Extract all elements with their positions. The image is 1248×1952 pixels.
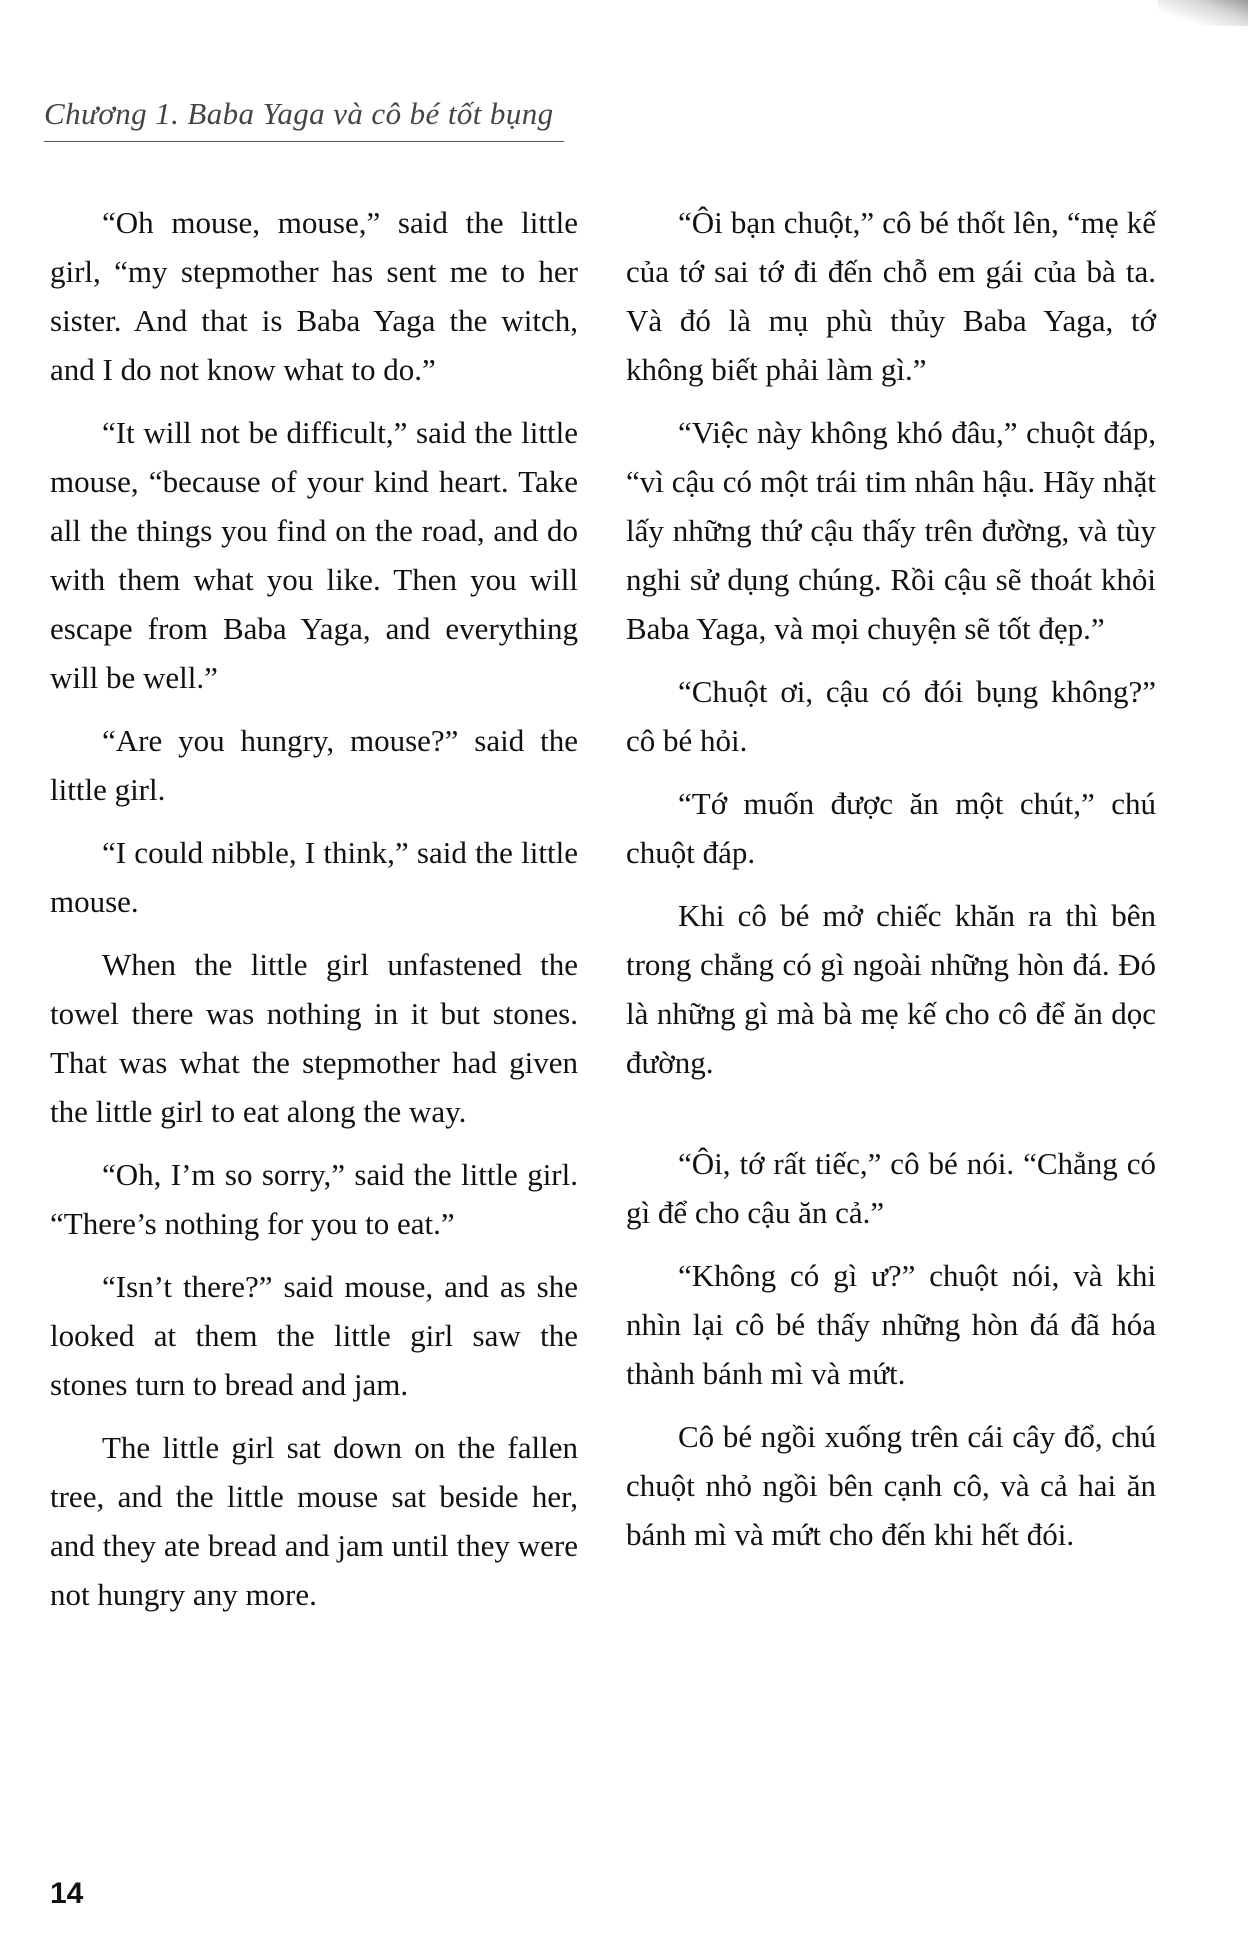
vietnamese-paragraph-3: “Chuột ơi, cậu có đói bụng không?” cô bé hỏi. <box>626 674 1156 758</box>
running-head: Chương 1. Baba Yaga và cô bé tốt bụng <box>44 96 554 131</box>
english-paragraph-7: “Isn’t there?” said mouse, and as she looked at them the little girl saw the stones turn to bread and jam. <box>50 1269 578 1402</box>
page-number: 14 <box>50 1877 84 1910</box>
vietnamese-paragraph-1: “Ôi bạn chuột,” cô bé thốt lên, “mẹ kế của tớ sai tớ đi đến chỗ em gái của bà ta. Và đó là mụ phù thủy Baba Yaga, tớ không biết phải làm gì.” <box>626 205 1156 387</box>
english-paragraph-1: “Oh mouse, mouse,” said the little girl, “my stepmother has sent me to her sister. And that is Baba Yaga the witch, and I do not know what to do.” <box>50 205 578 387</box>
vietnamese-paragraph-2: “Việc này không khó đâu,” chuột đáp, “vì cậu có một trái tim nhân hậu. Hãy nhặt lấy những thứ cậu thấy trên đường, và tùy nghi sử dụng chúng. Rồi cậu sẽ thoát khỏi Baba Yaga, và mọi chuyện sẽ tốt đẹp.” <box>626 415 1156 646</box>
vietnamese-column <box>626 198 1156 1573</box>
vietnamese-paragraph-7: “Không có gì ư?” chuột nói, và khi nhìn lại cô bé thấy những hòn đá đã hóa thành bánh mì và mứt. <box>626 1258 1156 1391</box>
english-paragraph-6: “Oh, I’m so sorry,” said the little girl. “There’s nothing for you to eat.” <box>50 1157 578 1241</box>
english-paragraph-2: “It will not be difficult,” said the little mouse, “because of your kind heart. Take all the things you find on the road, and do with them what you like. Then you will escape from Baba Yaga, and everything will be well.” <box>50 415 578 695</box>
english-paragraph-5: When the little girl unfastened the towel there was nothing in it but stones. That was what the stepmother had given the little girl to eat along the way. <box>50 947 578 1129</box>
english-paragraph-4: “I could nibble, I think,” said the little mouse. <box>50 835 578 919</box>
english-paragraph-8: The little girl sat down on the fallen tree, and the little mouse sat beside her, and they ate bread and jam until they were not hungry any more. <box>50 1430 578 1612</box>
page-corner-shadow <box>1158 0 1248 26</box>
english-column <box>50 198 578 1633</box>
running-head-rule <box>44 141 564 142</box>
vietnamese-paragraph-8: Cô bé ngồi xuống trên cái cây đổ, chú chuột nhỏ ngồi bên cạnh cô, và cả hai ăn bánh mì và mứt cho đến khi hết đói. <box>626 1419 1156 1552</box>
vietnamese-paragraph-5: Khi cô bé mở chiếc khăn ra thì bên trong chẳng có gì ngoài những hòn đá. Đó là những gì mà bà mẹ kế cho cô để ăn dọc đường. <box>626 898 1156 1080</box>
vietnamese-paragraph-6: “Ôi, tớ rất tiếc,” cô bé nói. “Chẳng có gì để cho cậu ăn cả.” <box>626 1146 1156 1230</box>
english-paragraph-3: “Are you hungry, mouse?” said the little girl. <box>50 723 578 807</box>
vietnamese-paragraph-4: “Tớ muốn được ăn một chút,” chú chuột đáp. <box>626 786 1156 870</box>
